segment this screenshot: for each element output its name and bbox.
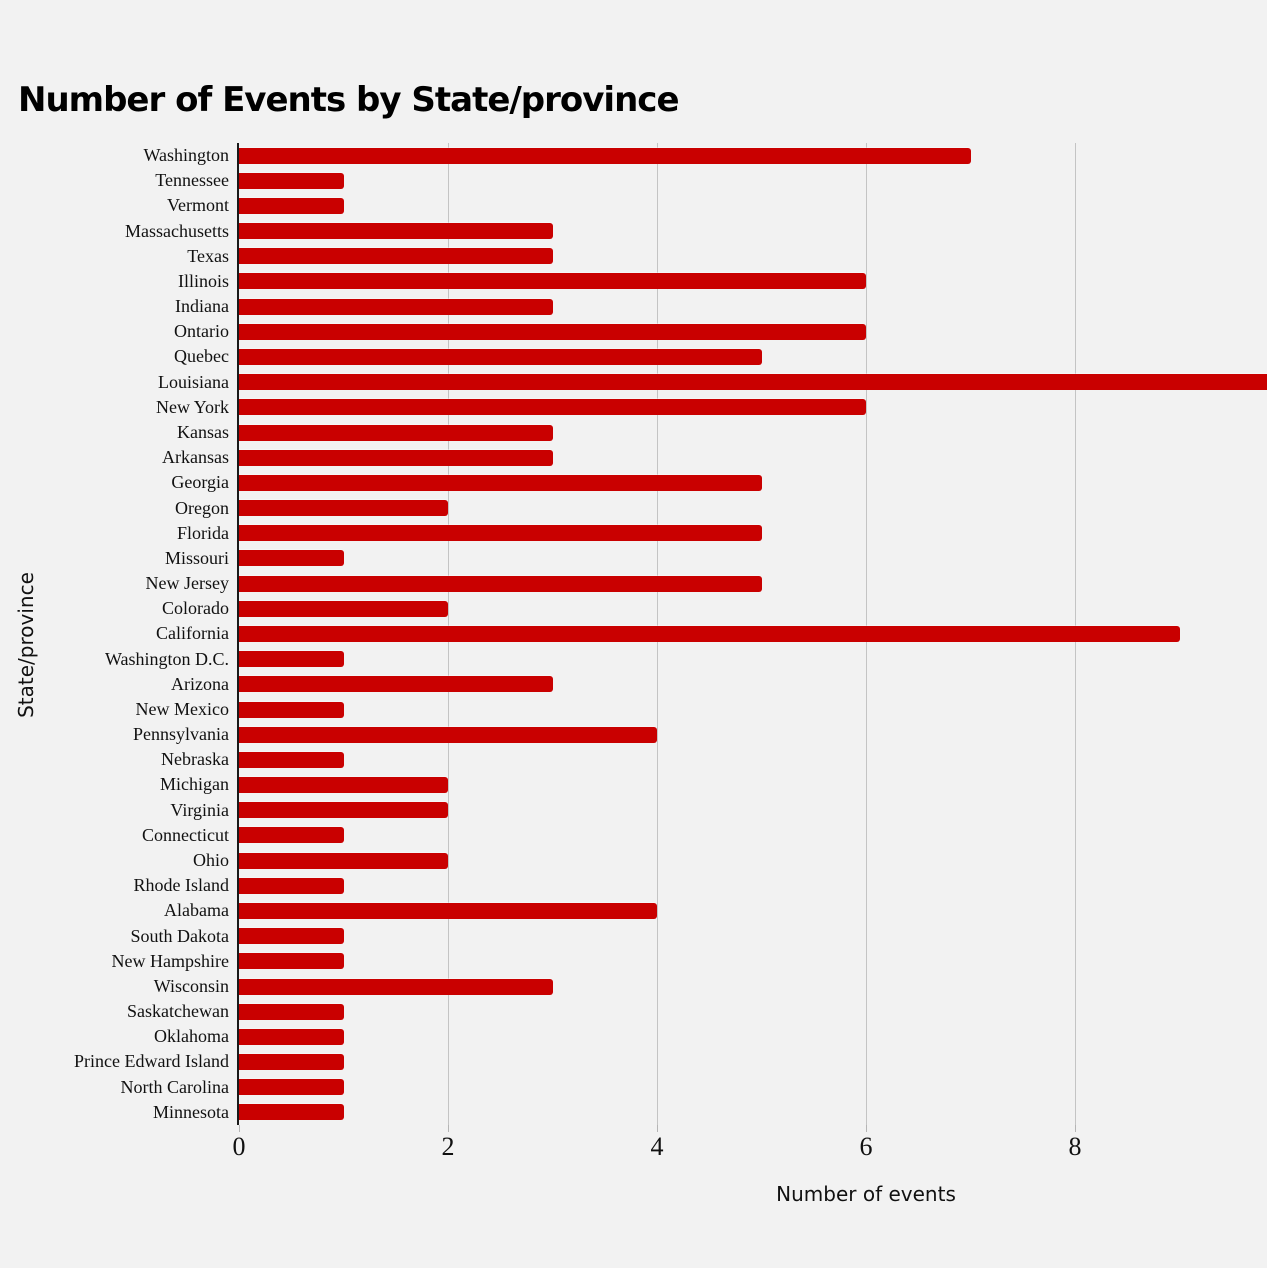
bar[interactable] (239, 173, 344, 189)
category-label: Prince Edward Island (74, 1051, 229, 1072)
bar[interactable] (239, 1104, 344, 1120)
category-label: New Jersey (145, 573, 229, 594)
x-axis-title: Number of events (776, 1182, 956, 1206)
plot-area (239, 143, 1267, 1125)
category-label: Florida (177, 522, 229, 543)
category-label: Washington (143, 145, 229, 165)
category-label: Indiana (175, 296, 229, 317)
bar[interactable] (239, 928, 344, 944)
bar[interactable] (239, 324, 866, 340)
bar[interactable] (239, 727, 657, 743)
bar[interactable] (239, 198, 344, 214)
category-label: Arkansas (162, 447, 229, 468)
category-label: Vermont (167, 195, 229, 216)
bar[interactable] (239, 550, 344, 566)
category-label: Georgia (171, 472, 229, 493)
bar[interactable] (239, 878, 344, 894)
bar[interactable] (239, 148, 971, 164)
x-tick (1075, 1125, 1076, 1132)
bar[interactable] (239, 475, 762, 491)
category-label: Ohio (193, 850, 229, 871)
bar[interactable] (239, 601, 448, 617)
category-label: Massachusetts (125, 220, 229, 241)
category-label: Texas (187, 245, 229, 266)
category-label: Wisconsin (153, 975, 229, 996)
bar[interactable] (239, 450, 553, 466)
bar[interactable] (239, 979, 553, 995)
bar[interactable] (239, 853, 448, 869)
category-label: Arizona (171, 673, 229, 694)
category-label: Connecticut (142, 824, 229, 845)
category-label: Washington D.C. (104, 648, 229, 669)
category-label: Alabama (164, 900, 229, 921)
bar[interactable] (239, 248, 553, 264)
category-label: Michigan (160, 774, 229, 795)
x-tick (448, 1125, 449, 1132)
category-label: Nebraska (161, 749, 229, 770)
category-label: Illinois (177, 270, 229, 291)
bar[interactable] (239, 1004, 344, 1020)
category-label: Louisiana (158, 371, 229, 392)
bar[interactable] (239, 802, 448, 818)
category-label: Rhode Island (133, 875, 229, 896)
bar[interactable] (239, 273, 866, 289)
bar[interactable] (239, 1054, 344, 1070)
bar[interactable] (239, 626, 1180, 642)
category-label: Missouri (164, 547, 229, 568)
bar[interactable] (239, 953, 344, 969)
x-tick-label: 2 (441, 1132, 455, 1161)
category-label: New Mexico (135, 698, 229, 719)
bar[interactable] (239, 299, 553, 315)
bar[interactable] (239, 827, 344, 843)
bar[interactable] (239, 425, 553, 441)
bar[interactable] (239, 651, 344, 667)
bar[interactable] (239, 576, 762, 592)
category-label: Saskatchewan (127, 1001, 229, 1022)
category-label: Kansas (177, 421, 229, 442)
category-label: Quebec (174, 346, 229, 367)
category-label: Tennessee (155, 170, 229, 191)
bar[interactable] (239, 702, 344, 718)
bar[interactable] (239, 500, 448, 516)
category-label: South Dakota (130, 925, 229, 946)
x-tick (657, 1125, 658, 1132)
bar[interactable] (239, 903, 657, 919)
category-label: North Carolina (120, 1076, 229, 1097)
bar[interactable] (239, 399, 866, 415)
bar[interactable] (239, 1079, 344, 1095)
category-label: New York (155, 396, 229, 417)
category-label: Minnesota (153, 1101, 229, 1122)
category-label: Ontario (174, 321, 229, 342)
x-tick (239, 1125, 240, 1132)
bar[interactable] (239, 1029, 344, 1045)
bar[interactable] (239, 676, 553, 692)
chart-title: Number of Events by State/province (18, 79, 679, 120)
bar[interactable] (239, 752, 344, 768)
y-axis-labels (0, 143, 233, 1125)
bar[interactable] (239, 374, 1267, 390)
x-tick-label: 4 (650, 1132, 664, 1161)
bar[interactable] (239, 223, 553, 239)
bar[interactable] (239, 349, 762, 365)
category-label: Oregon (175, 497, 229, 518)
category-label: Virginia (170, 799, 229, 820)
x-tick-label: 8 (1068, 1132, 1082, 1161)
x-tick-label: 0 (232, 1132, 246, 1161)
y-axis-title: State/province (14, 572, 38, 718)
bar[interactable] (239, 777, 448, 793)
category-label: Pennsylvania (133, 724, 229, 745)
category-label: New Hampshire (111, 950, 229, 971)
category-label: Oklahoma (154, 1026, 229, 1047)
category-label: California (156, 623, 229, 644)
category-label: Colorado (162, 598, 229, 619)
x-axis-tick-labels (232, 1132, 1267, 1166)
x-tick-label: 6 (859, 1132, 873, 1161)
x-tick (866, 1125, 867, 1132)
bar[interactable] (239, 525, 762, 541)
